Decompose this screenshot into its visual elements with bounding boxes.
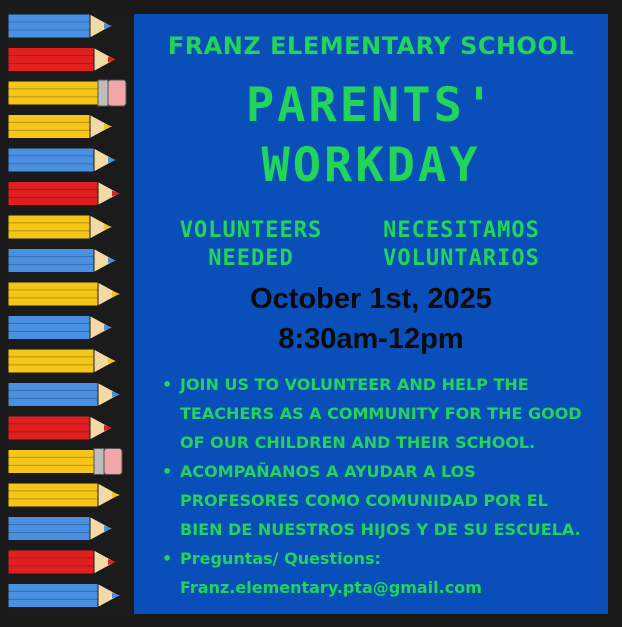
- pencil-icon: [8, 483, 120, 507]
- pencil-icon: [8, 584, 120, 608]
- pencil-icon: [8, 517, 112, 541]
- title-line-2: WORKDAY: [261, 138, 481, 193]
- info-list: [162, 370, 592, 602]
- pencil-icon: [8, 416, 112, 440]
- list-item-contact-email: • Preguntas/ Questions: Franz.elementary.pta@gmail.com: [162, 544, 592, 602]
- pencil-icon: [8, 48, 116, 72]
- pencil-icon: [8, 148, 116, 172]
- pencil-border: [8, 12, 134, 615]
- pencil-icon: [8, 349, 116, 373]
- pencil-icon: [8, 115, 112, 139]
- pencil-icon: [8, 215, 112, 239]
- pencil-icon: [8, 14, 112, 38]
- pencil-icon: [8, 383, 120, 407]
- pencil-icon: [8, 249, 116, 273]
- pencil-icon: [8, 182, 120, 206]
- event-date: October 1st, 2025: [250, 283, 492, 315]
- volunteers-needed-spanish: NECESITAMOS VOLUNTARIOS: [383, 218, 540, 271]
- pencil-stack-icon: [8, 12, 134, 615]
- list-item-volunteer-english: • JOIN US TO VOLUNTEER AND HELP THE TEACHERS AS A COMMUNITY FOR THE GOOD OF OUR CHILDREN AND THEIR SCHOOL.: [162, 370, 592, 457]
- pencil-icon: [8, 80, 126, 106]
- pencil-icon: [8, 550, 116, 574]
- pencil-icon: [8, 449, 122, 475]
- school-name: FRANZ ELEMENTARY SCHOOL: [167, 32, 575, 60]
- flyer-panel: [134, 14, 608, 614]
- title-line-1: PARENTS': [245, 78, 497, 133]
- volunteers-needed-english: VOLUNTEERS NEEDED: [179, 218, 323, 271]
- list-item-volunteer-spanish: • ACOMPAÑANOS A AYUDAR A LOS PROFESORES COMO COMUNIDAD POR EL BIEN DE NUESTROS HIJOS Y DE SU ESCUELA.: [162, 457, 592, 544]
- pencil-icon: [8, 316, 112, 340]
- event-time: 8:30am-12pm: [278, 323, 464, 355]
- pencil-icon: [8, 282, 120, 306]
